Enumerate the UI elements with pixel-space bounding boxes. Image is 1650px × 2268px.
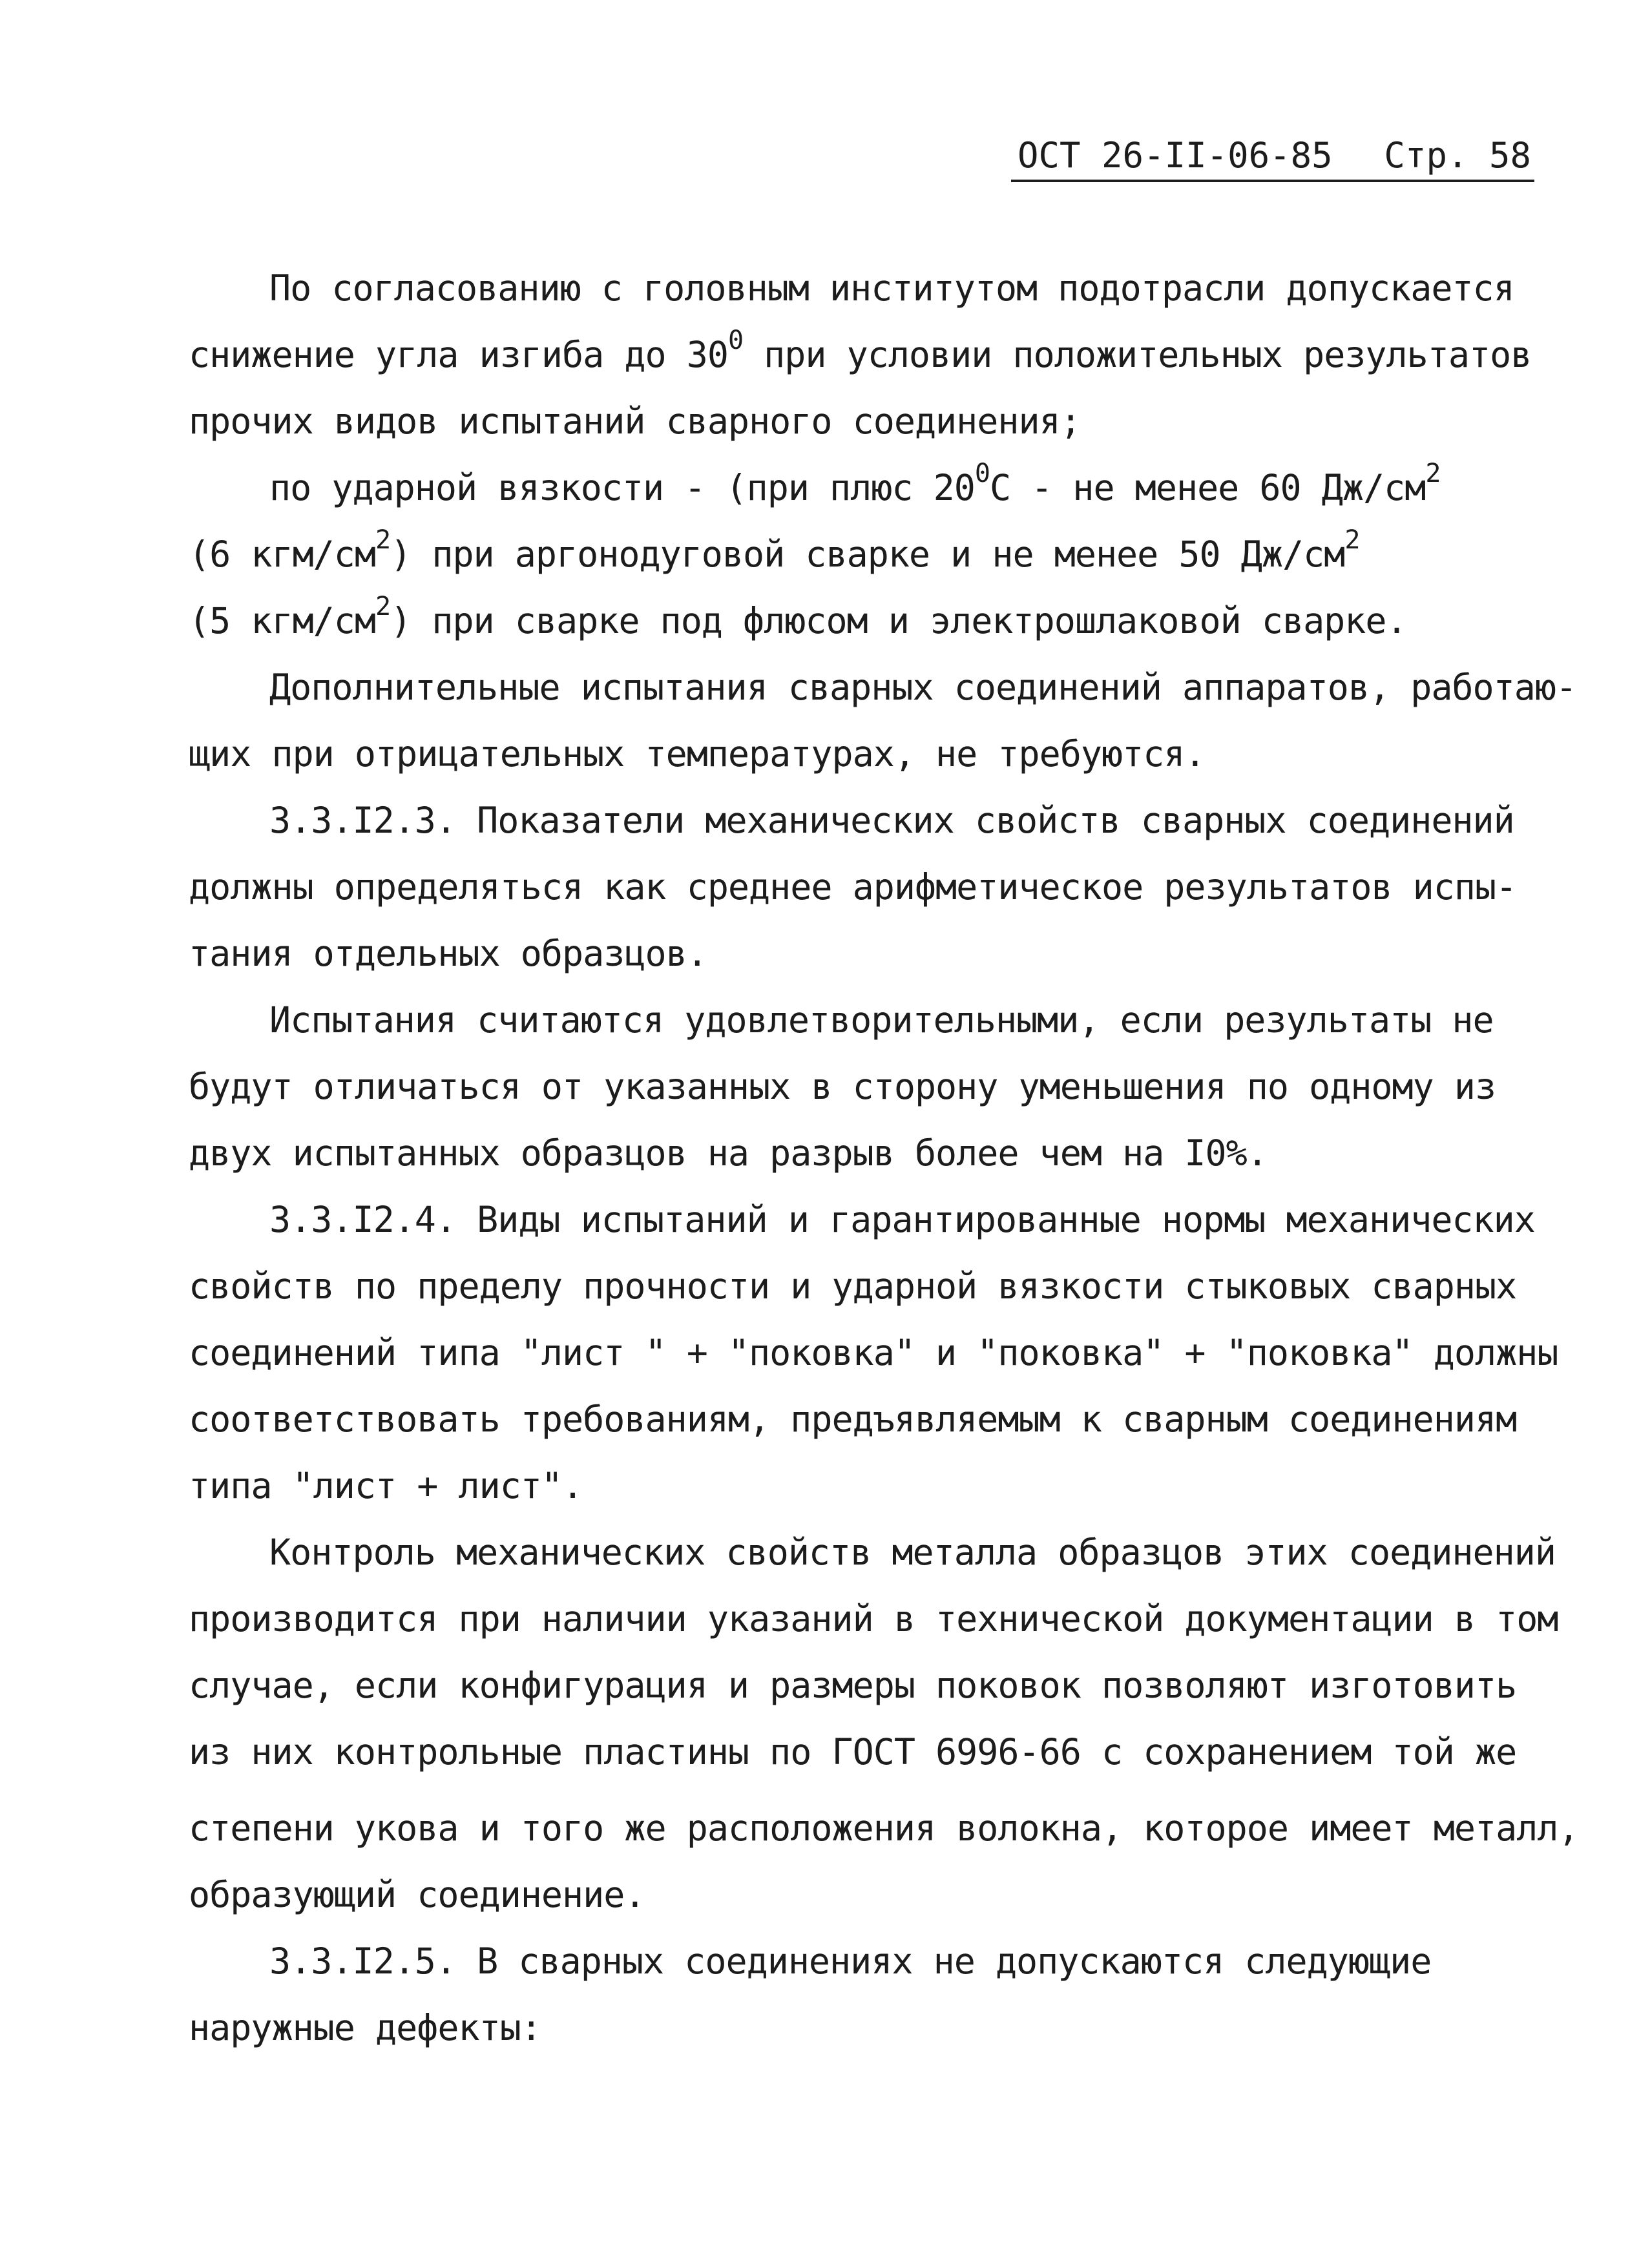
text-line: щих при отрицательных температурах, не требуются. [189,733,1206,775]
text-line: типа "лист + лист". [189,1465,583,1506]
text-line: Контроль механических свойств металла образцов этих соединений [269,1532,1556,1573]
text-line: 3.3.I2.3. Показатели механических свойств сварных соединений [269,800,1514,841]
text-line: по ударной вязкости - (при плюс $20^0С$ - не менее 60 $Дж/см^2$ [269,459,1441,508]
text-line: свойств по пределу прочности и ударной вязкости стыковых сварных [189,1265,1517,1307]
superscript: 2 [1344,525,1360,555]
text-line: снижение угла изгиба до $30^0$ при условии положительных результатов [189,326,1532,375]
text-line: (5 кгм/$см^2$) при сварке под флюсом и электрошлаковой сварке. [189,592,1407,641]
text-line: двух испытанных образцов на разрыв более чем на I0%. [189,1132,1268,1174]
text-line: тания отдельных образцов. [189,933,707,974]
superscript: 2 [375,525,391,555]
text-line: степени укова и того же расположения волокна, которое имеет металл, [189,1807,1579,1849]
superscript: 2 [375,592,391,621]
body-text [189,255,1579,2061]
superscript: 0 [727,326,744,355]
text-line: 3.3.I2.5. В сварных соединениях не допускаются следующие [269,1940,1432,1982]
text-line: образующий соединение. [189,1874,645,1915]
text-line: должны определяться как среднее арифметическое результатов испы- [189,866,1517,908]
text-line: Дополнительные испытания сварных соединений аппаратов, работаю- [269,667,1577,708]
page-header [1011,127,1534,182]
text-line: соединений типа "лист " + "поковка" и "поковка" + "поковка" должны [189,1332,1558,1373]
superscript: 2 [1425,459,1441,488]
text-line: случае, если конфигурация и размеры поковок позволяют изготовить [189,1665,1517,1706]
document-code: ОСТ 26-II-06-85 [1018,135,1333,176]
text-line: (6 кгм/$см^2$) при аргонодуговой сварке и не менее 50 $Дж/см^2$ [189,525,1360,575]
text-line: соответствовать требованиям, предъявляемым к сварным соединениям [189,1399,1517,1440]
text-line: По согласованию с головным институтом подотрасли допускается [269,267,1514,309]
text-line: наружные дефекты: [189,2007,541,2048]
text-line: производится при наличии указаний в технической документации в том [189,1598,1558,1639]
page-number: Стр. 58 [1384,135,1531,176]
text-line: прочих видов испытаний сварного соединения; [189,401,1081,442]
text-line: из них контрольные пластины по ГОСТ 6996-66 с сохранением той же [189,1731,1517,1773]
superscript: 0 [974,459,990,488]
text-line: будут отличаться от указанных в сторону уменьшения по одному из [189,1066,1496,1107]
text-line: Испытания считаются удовлетворительными, если результаты не [269,999,1494,1041]
text-line: 3.3.I2.4. Виды испытаний и гарантированные нормы механических [269,1199,1535,1240]
